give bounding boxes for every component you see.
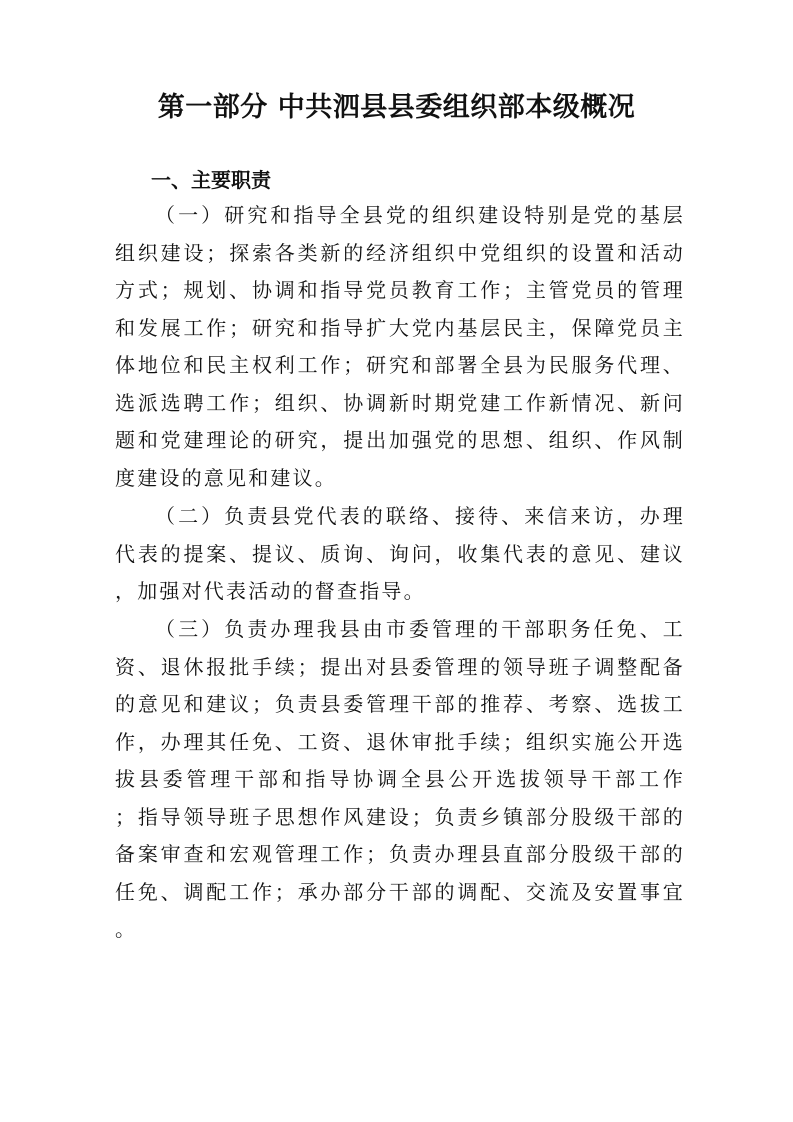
- paragraph-line: （三）负责办理我县由市委管理的干部职务任免、工: [155, 617, 685, 641]
- paragraph-line: 的意见和建议；负责县委管理干部的推荐、考察、选拔工: [115, 692, 685, 716]
- section-heading: 一、主要职责: [151, 168, 271, 192]
- paragraph-line: 作，办理其任免、工资、退休审批手续；组织实施公开选: [115, 729, 685, 754]
- paragraph-line: 和发展工作；研究和指导扩大党内基层民主，保障党员主: [115, 315, 685, 340]
- paragraph-line: 方式；规划、协调和指导党员教育工作；主管党员的管理: [115, 278, 685, 302]
- paragraph-1: [115, 197, 685, 497]
- paragraph-line: 度建设的意见和建议。: [115, 465, 337, 490]
- paragraph-line: ，加强对代表活动的督查指导。: [115, 579, 426, 603]
- paragraph-3: [115, 611, 685, 949]
- paragraph-line: 任免、调配工作；承办部分干部的调配、交流及安置事宜: [115, 879, 685, 904]
- paragraph-line: 选派选聘工作；组织、协调新时期党建工作新情况、新问: [115, 390, 685, 415]
- paragraph-line: 备案审查和宏观管理工作；负责办理县直部分股级干部的: [115, 842, 685, 866]
- paragraph-line: （一）研究和指导全县党的组织建设特别是党的基层: [155, 203, 685, 227]
- paragraph-2: [115, 498, 685, 611]
- paragraph-line: 。: [115, 917, 138, 941]
- paragraph-line: （二）负责县党代表的联络、接待、来信来访，办理: [155, 504, 685, 528]
- paragraph-line: 拔县委管理干部和指导协调全县公开选拔领导干部工作: [115, 767, 685, 791]
- paragraph-line: ；指导领导班子思想作风建设；负责乡镇部分股级干部的: [115, 804, 685, 829]
- paragraph-line: 资、退休报批手续；提出对县委管理的领导班子调整配备: [115, 654, 685, 679]
- paragraph-line: 题和党建理论的研究，提出加强党的思想、组织、作风制: [115, 428, 685, 452]
- paragraph-line: 组织建设；探索各类新的经济组织中党组织的设置和活动: [115, 240, 685, 265]
- paragraph-line: 体地位和民主权利工作；研究和部署全县为民服务代理、: [115, 353, 685, 377]
- paragraph-line: 代表的提案、提议、质询、询问，收集代表的意见、建议: [115, 541, 685, 566]
- page-title: 第一部分 中共泗县县委组织部本级概况: [157, 92, 636, 123]
